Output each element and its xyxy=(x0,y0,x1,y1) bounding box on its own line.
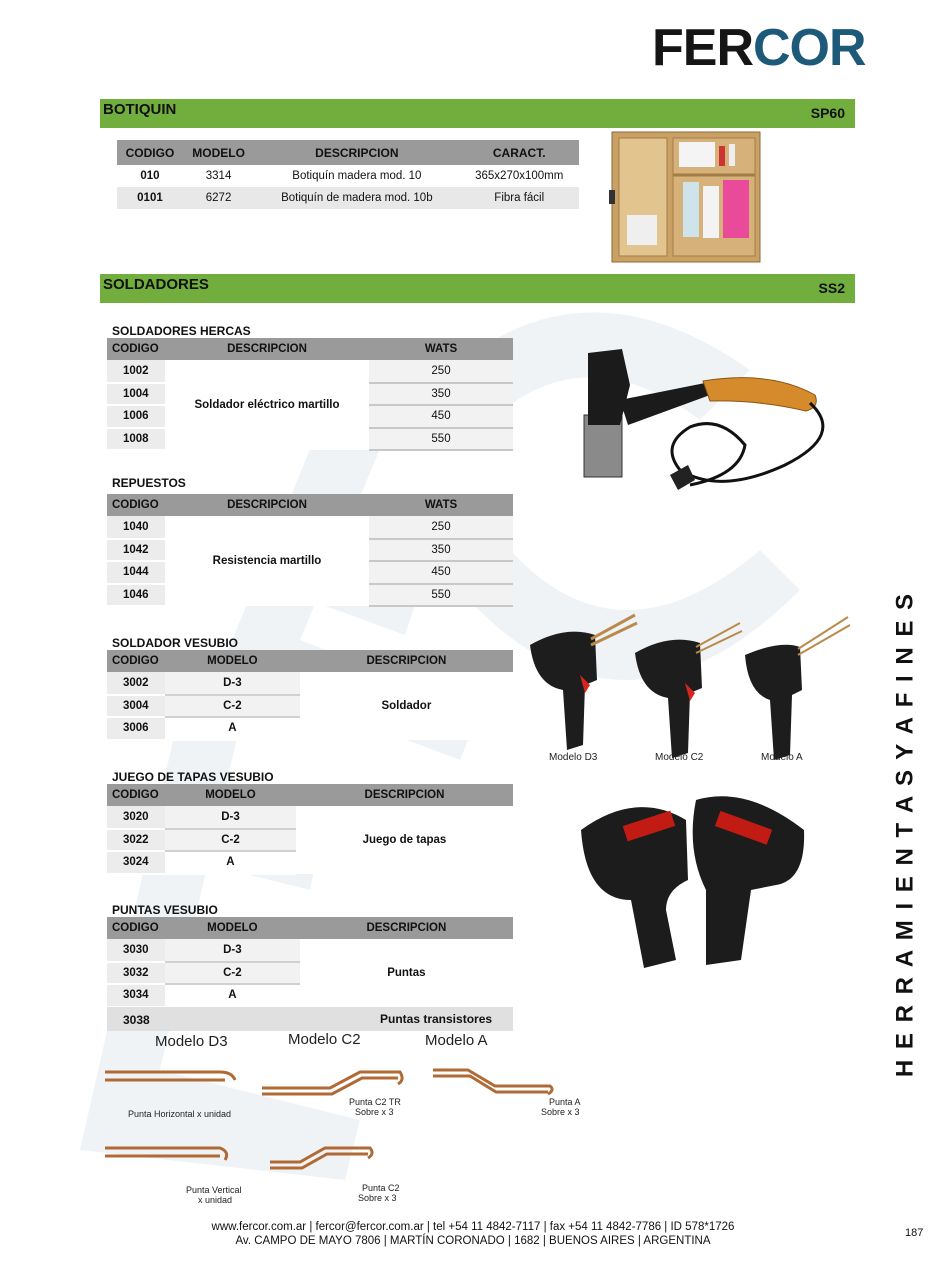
tapas-table xyxy=(107,784,513,875)
col-header: DESCRIPCION xyxy=(300,917,513,939)
col-header: WATS xyxy=(369,338,513,360)
tip-caption: Sobre x 3 xyxy=(355,1107,394,1117)
soldador-vesubio-image xyxy=(525,605,855,775)
footer xyxy=(0,1220,946,1248)
puntas-image xyxy=(100,1050,600,1200)
section-code: SP60 xyxy=(810,105,845,121)
tip-caption: Punta A xyxy=(549,1097,581,1107)
subtitle-vesubio: SOLDADOR VESUBIO xyxy=(112,636,239,650)
gun-caption: Modelo C2 xyxy=(655,752,704,763)
subtitle-repuestos: REPUESTOS xyxy=(112,476,186,490)
col-header: DESCRIPCION xyxy=(300,650,513,672)
col-header: MODELO xyxy=(165,784,296,806)
table-row: 3004 C-2 xyxy=(107,695,513,718)
tip-caption: x unidad xyxy=(198,1195,233,1205)
table-row: 0101 6272 Botiquín de madera mod. 10b Fibra fácil xyxy=(117,187,579,209)
table-row: 3032 C-2 xyxy=(107,962,513,985)
repuestos-table xyxy=(107,494,513,607)
table-row: 3024 A xyxy=(107,851,513,874)
col-header: MODELO xyxy=(165,650,300,672)
table-row: 3030 D-3 Puntas xyxy=(107,939,513,962)
col-header: CODIGO xyxy=(107,784,165,806)
tip-caption: Punta C2 TR xyxy=(349,1097,401,1107)
col-header: CODIGO xyxy=(117,140,183,165)
juego-tapas-image xyxy=(576,790,811,975)
table-row: 1042 350 xyxy=(107,539,513,562)
table-row: 1040 Resistencia martillo 250 xyxy=(107,516,513,539)
gun-caption: Modelo D3 xyxy=(549,752,598,763)
table-row: 1008 550 xyxy=(107,428,513,451)
side-category-label: H E R R A M I E N T A S Y A F I N E S xyxy=(891,591,919,1078)
table-row: 3034 A xyxy=(107,984,513,1007)
section-bar-botiquin xyxy=(100,99,855,128)
botiquin-table xyxy=(117,140,579,209)
table-row: 1004 350 xyxy=(107,383,513,406)
botiquin-image xyxy=(607,130,762,265)
vesubio-table xyxy=(107,650,513,741)
section-title: SOLDADORES xyxy=(103,276,209,293)
puntas-table xyxy=(107,917,513,1008)
table-row: 3002 D-3 Soldador xyxy=(107,672,513,695)
subtitle-puntas: PUNTAS VESUBIO xyxy=(112,903,218,917)
col-header: DESCRIPCION xyxy=(165,338,369,360)
col-header: DESCRIPCION xyxy=(254,140,459,165)
hercas-table xyxy=(107,338,513,451)
subtitle-hercas: SOLDADORES HERCAS xyxy=(112,324,251,338)
gun-caption: Modelo A xyxy=(761,752,803,763)
col-header: CODIGO xyxy=(107,650,165,672)
table-row: 3006 A xyxy=(107,717,513,740)
tip-heading: Modelo C2 xyxy=(288,1031,361,1048)
section-bar-soldadores xyxy=(100,274,855,303)
tip-caption: Punta C2 xyxy=(362,1183,400,1193)
table-row: 1006 450 xyxy=(107,405,513,428)
table-row: 3038 Puntas transistores xyxy=(107,1007,513,1031)
side-category-text xyxy=(880,510,930,1160)
tip-caption: Punta Horizontal x unidad xyxy=(128,1109,232,1119)
col-header: MODELO xyxy=(165,917,300,939)
soldador-martillo-image xyxy=(570,345,830,510)
subtitle-tapas: JUEGO DE TAPAS VESUBIO xyxy=(112,770,274,784)
tip-heading: Modelo D3 xyxy=(155,1033,228,1050)
col-header: MODELO xyxy=(183,140,254,165)
tip-caption: Punta Vertical xyxy=(186,1185,242,1195)
tip-heading: Modelo A xyxy=(425,1032,488,1049)
table-row: 010 3314 Botiquín madera mod. 10 365x270x100mm xyxy=(140,170,564,182)
table-row: 1046 550 xyxy=(107,584,513,607)
section-title: BOTIQUIN xyxy=(103,101,177,118)
table-row: 1002 Soldador eléctrico martillo 250 xyxy=(107,360,513,383)
col-header: WATS xyxy=(369,494,513,516)
footer-address: Av. CAMPO DE MAYO 7806 | MARTÍN CORONADO | 1682 | BUENOS AIRES | ARGENTINA xyxy=(235,1235,711,1247)
table-row: 1044 450 xyxy=(107,561,513,584)
footer-contact: www.fercor.com.ar | fercor@fercor.com.ar | tel +54 11 4842-7117 | fax +54 11 4842-7786 | ID 578*1726 xyxy=(211,1221,735,1233)
col-header: CARACT. xyxy=(459,140,579,165)
fercor-logo: FERCOR xyxy=(652,19,866,77)
section-code: SS2 xyxy=(818,280,845,296)
table-row: 3022 C-2 xyxy=(107,829,513,852)
table-row: 3020 D-3 Juego de tapas xyxy=(107,806,513,829)
col-header: DESCRIPCION xyxy=(296,784,513,806)
col-header: CODIGO xyxy=(107,494,165,516)
tip-caption: Sobre x 3 xyxy=(358,1193,397,1203)
col-header: CODIGO xyxy=(107,338,165,360)
page-number: 187 xyxy=(905,1227,924,1239)
col-header: DESCRIPCION xyxy=(165,494,369,516)
tip-caption: Sobre x 3 xyxy=(541,1107,580,1117)
col-header: CODIGO xyxy=(107,917,165,939)
